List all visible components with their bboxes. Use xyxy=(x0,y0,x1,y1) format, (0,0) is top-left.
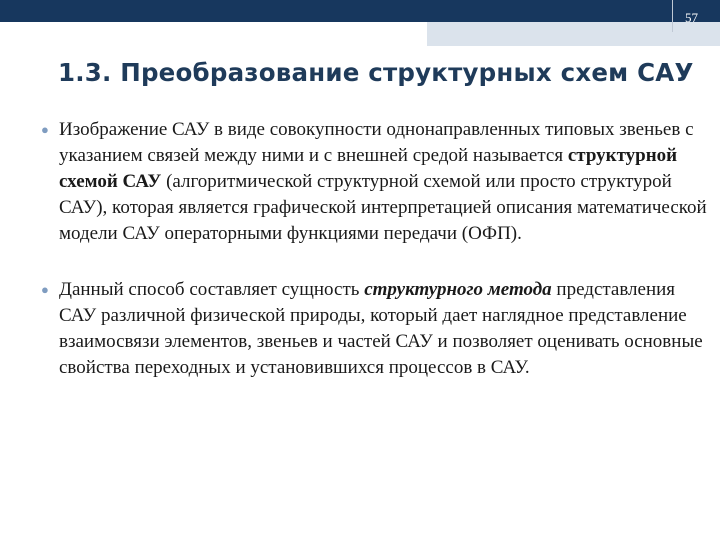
bullet-icon: ● xyxy=(41,282,49,297)
slide-title: 1.3. Преобразование структурных схем САУ xyxy=(58,58,694,87)
bullet-text xyxy=(59,277,712,381)
header-accent-bar xyxy=(427,22,720,46)
bullet-text-before: Данный способ составляет сущность xyxy=(59,279,365,300)
bullet-icon: ● xyxy=(41,122,49,137)
bullet-text-after: представления САУ различной физической природы, который дает наглядное представление взаимосвязи элементов, звеньев и частей САУ и позволяет оценивать основные свойства переходных и установившихся процессов в САУ. xyxy=(59,279,703,378)
bullet-item xyxy=(40,277,712,381)
bullet-emphasis: структурной схемой САУ xyxy=(59,145,678,192)
page-number: 57 xyxy=(685,10,698,25)
bullet-text-after: (алгоритмической структурной схемой или просто структурой САУ), которая является графической интерпретацией описания математической модели САУ операторными функциями передачи (ОФП). xyxy=(59,171,707,244)
header-divider xyxy=(672,0,673,32)
bullet-text-before: Изображение САУ в виде совокупности однонаправленных типовых звеньев с указанием связей между ними и с внешней средой называется xyxy=(59,119,694,166)
slide-content xyxy=(40,117,712,381)
bullet-item xyxy=(40,117,712,247)
bullet-emphasis: структурного метода xyxy=(364,279,552,300)
header-bar xyxy=(0,0,720,22)
bullet-text xyxy=(59,117,712,247)
